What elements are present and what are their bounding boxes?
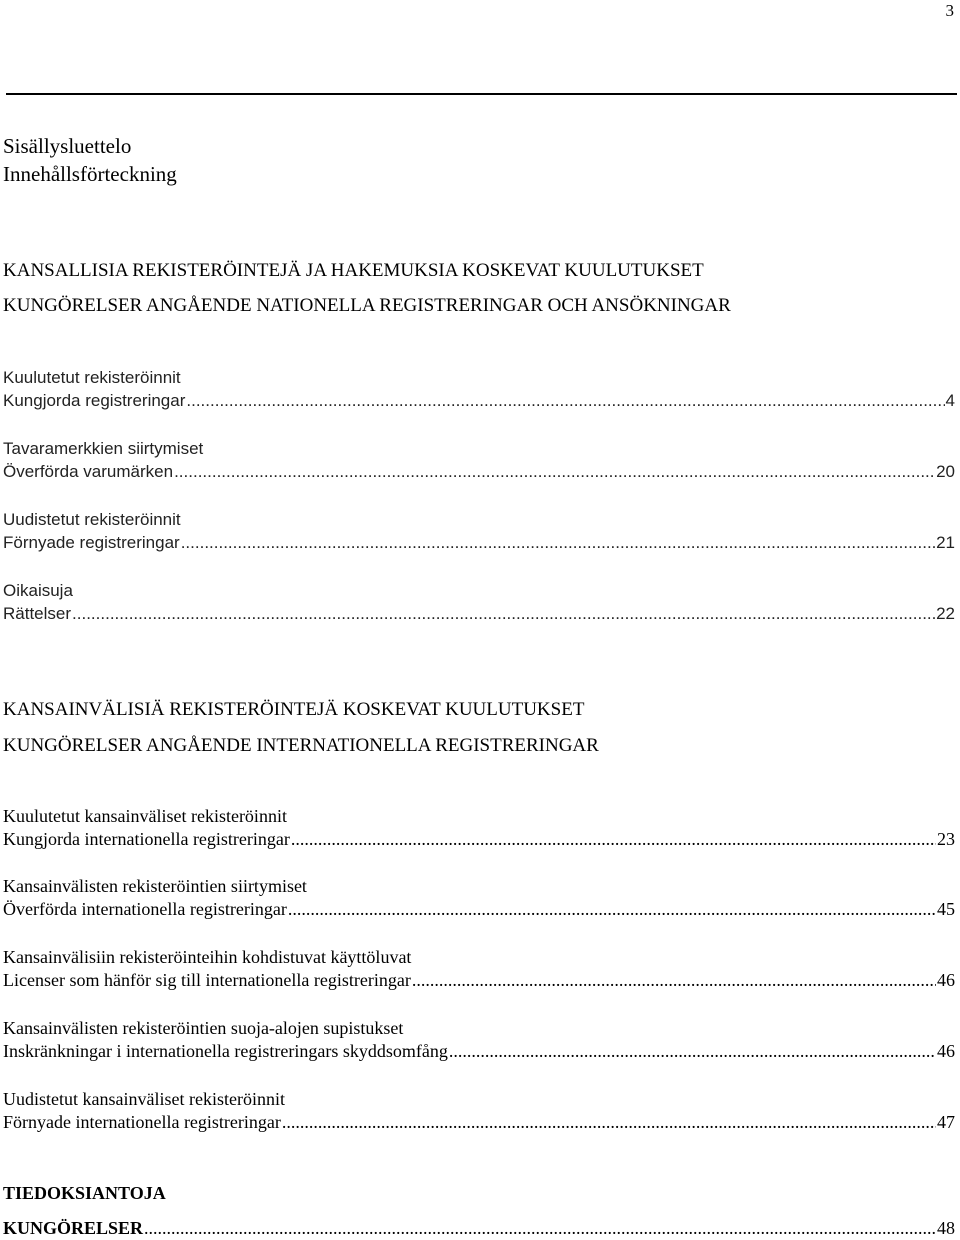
notices-heading-fi: TIEDOKSIANTOJA bbox=[3, 1183, 166, 1203]
entry-title-sv: Överförda internationella registreringar bbox=[3, 899, 287, 919]
entry-page-number: 22 bbox=[936, 604, 955, 623]
entry-page-number: 21 bbox=[936, 533, 955, 552]
dot-leader bbox=[412, 969, 936, 992]
entry-title-fi: Uudistetut rekisteröinnit bbox=[3, 510, 181, 529]
toc-entry[interactable] bbox=[3, 1017, 955, 1063]
entry-page-number: 4 bbox=[945, 391, 955, 410]
entry-title-fi: Kansainvälisten rekisteröintien siirtymiset bbox=[3, 876, 307, 896]
entry-title-sv: Rättelser bbox=[3, 604, 72, 623]
entry-title-fi: Tavaramerkkien siirtymiset bbox=[3, 439, 204, 458]
entry-title-fi: Kuulutetut kansainväliset rekisteröinnit bbox=[3, 806, 287, 826]
dot-leader bbox=[449, 1040, 936, 1063]
page-number: 3 bbox=[945, 1, 954, 20]
dot-leader bbox=[174, 460, 935, 483]
entry-title-sv: Licenser som hänför sig till internationella registreringar bbox=[3, 970, 411, 990]
header-rule bbox=[6, 93, 957, 95]
toc-title-sv: Innehållsförteckning bbox=[3, 162, 177, 186]
notices-heading-sv: KUNGÖRELSER bbox=[3, 1218, 144, 1238]
entry-title-fi: Uudistetut kansainväliset rekisteröinnit bbox=[3, 1089, 285, 1109]
entry-title-sv: Inskränkningar i internationella registreringars skyddsomfång bbox=[3, 1041, 448, 1061]
entry-title-fi: Kansainvälisiin rekisteröinteihin kohdistuvat käyttöluvat bbox=[3, 947, 412, 967]
dot-leader bbox=[186, 389, 944, 412]
entry-title-fi: Kansainvälisten rekisteröintien suoja-alojen supistukset bbox=[3, 1018, 404, 1038]
toc-entry[interactable] bbox=[3, 805, 955, 851]
entry-page-number: 20 bbox=[936, 462, 955, 481]
entry-title-fi: Oikaisuja bbox=[3, 581, 73, 600]
toc-entry[interactable] bbox=[3, 579, 955, 625]
international-heading-sv: KUNGÖRELSER ANGÅENDE INTERNATIONELLA REGISTRERINGAR bbox=[3, 735, 599, 756]
entry-title-sv: Kungjorda registreringar bbox=[3, 391, 186, 410]
dot-leader bbox=[181, 531, 935, 554]
toc-title-fi: Sisällysluettelo bbox=[3, 134, 132, 158]
national-heading-sv: KUNGÖRELSER ANGÅENDE NATIONELLA REGISTRERINGAR OCH ANSÖKNINGAR bbox=[3, 295, 731, 316]
entry-page-number: 47 bbox=[937, 1112, 955, 1132]
entry-page-number: 46 bbox=[937, 970, 955, 990]
entry-title-sv: Överförda varumärken bbox=[3, 462, 174, 481]
international-heading-fi: KANSAINVÄLISIÄ REKISTERÖINTEJÄ KOSKEVAT KUULUTUKSET bbox=[3, 699, 585, 720]
national-heading-fi: KANSALLISIA REKISTERÖINTEJÄ JA HAKEMUKSIA KOSKEVAT KUULUTUKSET bbox=[3, 260, 704, 281]
entry-page-number: 45 bbox=[937, 899, 955, 919]
dot-leader bbox=[291, 828, 936, 851]
toc-entry[interactable] bbox=[3, 508, 955, 554]
toc-entry[interactable] bbox=[3, 366, 955, 412]
toc-entry[interactable] bbox=[3, 875, 955, 921]
entry-title-sv: Förnyade internationella registreringar bbox=[3, 1112, 281, 1132]
toc-entry[interactable] bbox=[3, 437, 955, 483]
dot-leader bbox=[144, 1217, 936, 1240]
toc-entry[interactable] bbox=[3, 1182, 955, 1240]
toc-entry[interactable] bbox=[3, 946, 955, 992]
dot-leader bbox=[72, 602, 935, 625]
entry-page-number: 46 bbox=[937, 1041, 955, 1061]
entry-title-sv: Förnyade registreringar bbox=[3, 533, 180, 552]
dot-leader bbox=[282, 1111, 936, 1134]
dot-leader bbox=[288, 898, 936, 921]
entry-title-fi: Kuulutetut rekisteröinnit bbox=[3, 368, 181, 387]
toc-entry[interactable] bbox=[3, 1088, 955, 1134]
entry-page-number: 23 bbox=[937, 829, 955, 849]
entry-page-number: 48 bbox=[937, 1218, 955, 1238]
entry-title-sv: Kungjorda internationella registreringar bbox=[3, 829, 290, 849]
